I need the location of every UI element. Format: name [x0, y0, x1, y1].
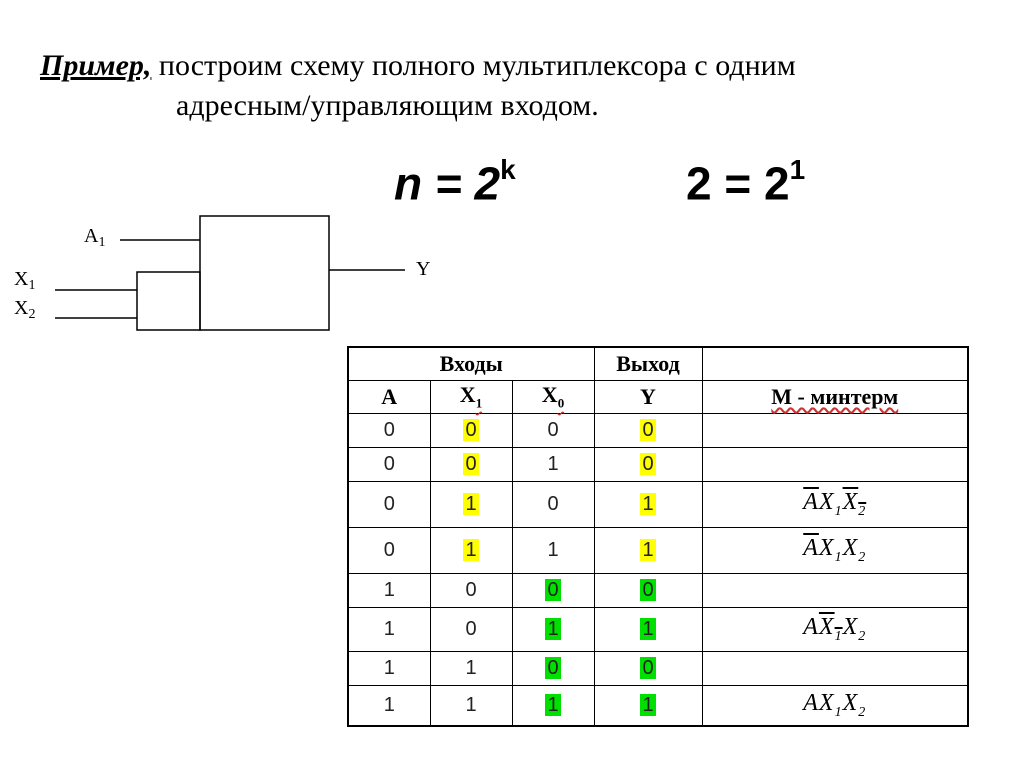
minterm-cell: $AX_1X_2$	[702, 608, 968, 652]
table-group-header-row	[348, 347, 968, 381]
col-x1: $X_1$	[430, 381, 512, 414]
formula-left-base: n = 2	[394, 157, 501, 210]
table-row: 0 1 1 1 $\overline{A}X_1X_2$	[348, 528, 968, 574]
label-x1: $X_1$	[14, 268, 36, 293]
title-line1: построим схему полного мультиплексора с одним	[151, 49, 796, 82]
table-row: 1 1 0 0	[348, 652, 968, 686]
minterm-cell: $AX_1X_2$	[702, 686, 968, 726]
mux-input-block	[137, 272, 200, 330]
truth-table	[347, 346, 969, 727]
col-y: Y	[594, 381, 702, 414]
slide-title	[40, 46, 1000, 126]
minterm-cell: $\overline{A}X_1X_2$	[702, 528, 968, 574]
table-row: 0 0 1 0	[348, 448, 968, 482]
label-a1: $A_1$	[84, 225, 106, 250]
label-x2: $X_2$	[14, 297, 36, 322]
table-column-header-row	[348, 381, 968, 414]
col-x0: $X_0$	[512, 381, 594, 414]
header-blank	[702, 347, 968, 381]
table-row: 1 0 1 1 $AX_1X_2$	[348, 608, 968, 652]
header-output: Выход	[594, 347, 702, 381]
formula-left-exp: k	[500, 154, 516, 185]
minterm-cell: $\overline{A}X_1X_2$	[702, 482, 968, 528]
table-row: 1 1 1 1 $AX_1X_2$	[348, 686, 968, 726]
multiplexer-circuit-diagram	[0, 200, 460, 340]
title-line2: адресным/управляющим входом.	[176, 89, 599, 122]
header-inputs: Входы	[348, 347, 594, 381]
title-lead: Пример,	[40, 49, 152, 82]
table-row: 0 0 0 0	[348, 414, 968, 448]
table-row: 0 1 0 1 $\overline{A}X_1X_2$	[348, 482, 968, 528]
formula-right-exp: 1	[789, 154, 806, 185]
formula-right-base: 2 = 2	[686, 157, 790, 210]
col-minterm: M - минтерм	[702, 381, 968, 414]
table-row: 1 0 0 0	[348, 574, 968, 608]
col-a: A	[348, 381, 430, 414]
mux-main-block	[200, 216, 329, 330]
label-y: Y	[416, 258, 431, 280]
formula-2-equals-2pow1	[686, 146, 805, 211]
